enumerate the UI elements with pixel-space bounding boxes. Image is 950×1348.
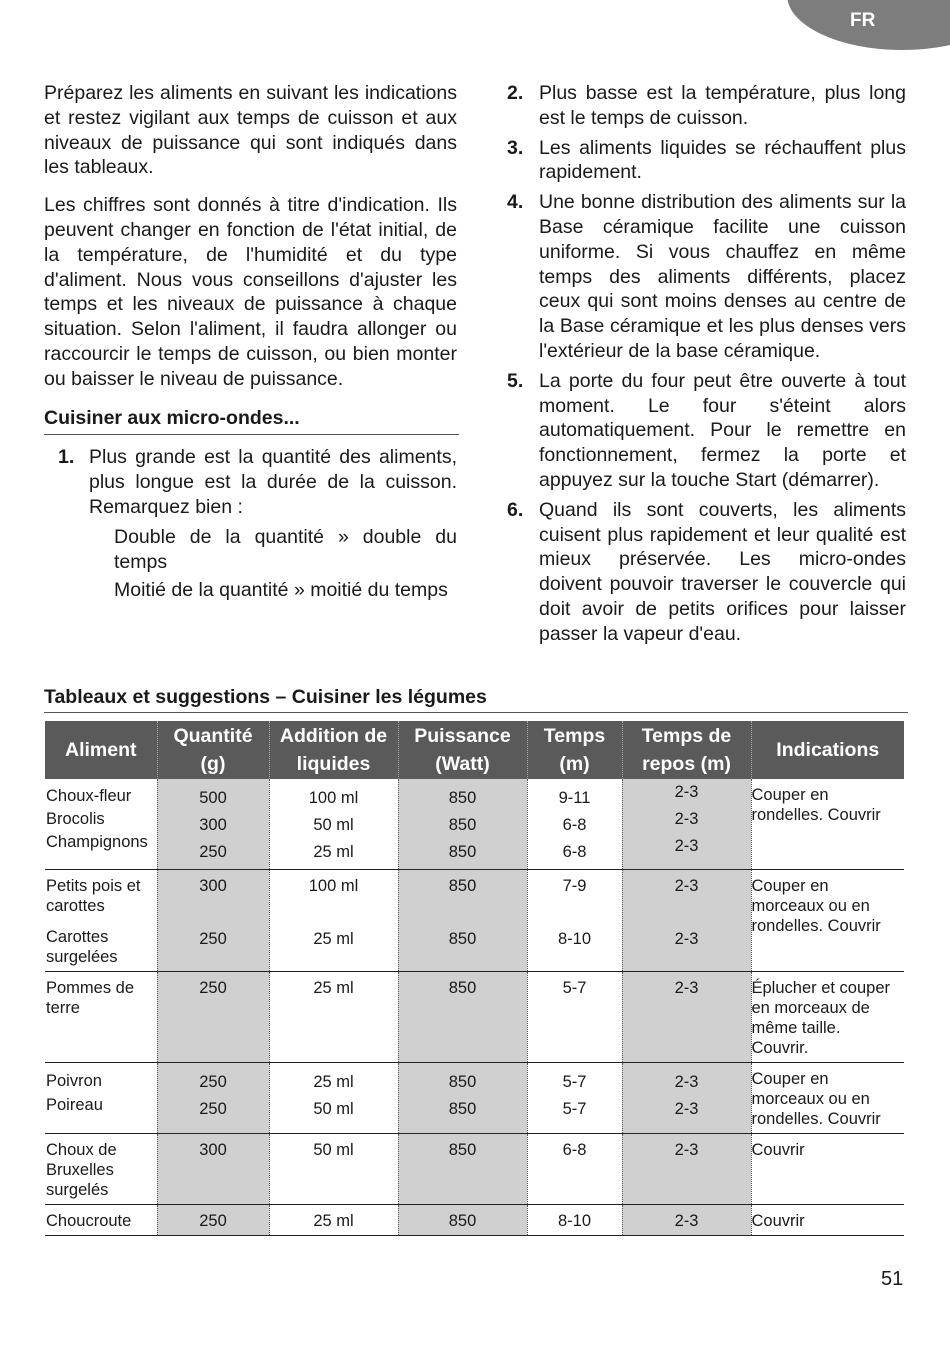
tip-text: Plus grande est la quantité des aliments, plus longue est la durée de la cuisson. Remarquez bien :	[89, 446, 457, 518]
cell-liquides	[269, 779, 398, 870]
cell-line: Poireau	[46, 1096, 103, 1114]
cell-repos: 2-3	[622, 1134, 751, 1205]
cell-line: Couper en	[751, 877, 829, 895]
cell-line: rondelles. Couvrir	[751, 806, 881, 824]
cell-line: Brocolis	[46, 810, 105, 828]
cell-aliment	[45, 972, 157, 1063]
cell-line: 500	[199, 789, 227, 807]
header-quantite	[157, 721, 269, 779]
cell-aliment	[45, 779, 157, 870]
header-line: (m)	[559, 753, 590, 775]
cell-temps	[527, 1063, 622, 1134]
tip-item-5	[507, 369, 906, 493]
cell-line: Champignons	[46, 833, 148, 851]
cell-quantite	[157, 1063, 269, 1134]
header-repos	[622, 721, 751, 779]
table-row	[45, 1063, 904, 1134]
cell-line: 8-10	[557, 930, 592, 948]
cell-puissance	[398, 779, 527, 870]
left-column	[44, 81, 457, 607]
header-line: (Watt)	[435, 753, 490, 775]
tip-text: Plus basse est la température, plus long est le temps de cuisson.	[539, 82, 906, 129]
table-row	[45, 779, 904, 870]
cell-puissance: 850	[398, 1134, 527, 1205]
tip-item-4	[507, 190, 906, 364]
cell-line: 2-3	[674, 837, 699, 855]
cell-liquides	[269, 1063, 398, 1134]
tip-number: 2.	[507, 82, 524, 104]
indication-paragraph: Les chiffres sont donnés à titre d'indication. Ils peuvent changer en fonction de l'état initial, de la température, de l'humidité et du type d'aliment. Nous vous conseillons d'ajuster les temps et les niveaux de puissance à chaque situation. Selon l'aliment, il faudra allonger ou raccourcir le temps de cuisson, ou bien monter ou baisser le niveau de puissance.	[44, 194, 457, 390]
tip-subnote-double: Double de la quantité » double du temps	[114, 525, 457, 573]
cell-indications	[751, 1063, 904, 1134]
header-puissance	[398, 721, 527, 779]
cell-quantite: 250	[157, 1205, 269, 1236]
cell-line: 850	[448, 877, 477, 895]
cell-line: 850	[448, 930, 477, 948]
cell-line: 25 ml	[313, 1073, 354, 1091]
tips-list-left	[44, 445, 457, 519]
cell-aliment: Choucroute	[45, 1205, 157, 1236]
cell-line: Couper en	[751, 786, 829, 804]
cell-line: 9-11	[558, 789, 591, 807]
header-line: repos (m)	[642, 753, 731, 775]
cell-line: Éplucher et couper	[751, 979, 891, 997]
header-line: (g)	[200, 753, 226, 775]
cell-line: même taille.	[751, 1019, 841, 1037]
cell-repos	[622, 870, 751, 972]
tip-number: 1.	[58, 446, 75, 469]
tip-item-3	[507, 136, 906, 186]
tip-number: 5.	[507, 369, 524, 392]
cell-line: 250	[199, 930, 227, 948]
cell-quantite	[157, 870, 269, 972]
cell-line: 25 ml	[313, 930, 354, 948]
tips-list-right	[507, 81, 906, 647]
cell-line: 100 ml	[308, 877, 359, 895]
cell-line: 2-3	[674, 783, 699, 801]
tip-item-6	[507, 498, 906, 647]
cell-repos: 2-3	[622, 1205, 751, 1236]
cell-line: 850	[448, 816, 477, 834]
header-line: Puissance	[414, 725, 511, 747]
cell-line: 300	[199, 816, 227, 834]
cell-aliment	[45, 1134, 157, 1205]
cell-line: 850	[448, 843, 477, 861]
header-addition	[269, 721, 398, 779]
cell-temps: 6-8	[527, 1134, 622, 1205]
cell-line: Pommes de	[46, 979, 135, 997]
cell-line: 300	[199, 877, 227, 895]
cell-aliment	[45, 870, 157, 972]
cell-puissance: 850	[398, 1205, 527, 1236]
right-column	[507, 81, 906, 652]
table-header-row	[45, 721, 904, 779]
cell-indications: Couvrir	[751, 1205, 904, 1236]
cell-puissance: 850	[398, 972, 527, 1063]
cell-line: carottes	[46, 897, 105, 915]
cell-line: 5-7	[562, 1100, 587, 1118]
table-row	[45, 1134, 904, 1205]
cell-line: Couper en	[751, 1070, 829, 1088]
cell-line: Choux-fleur	[46, 787, 132, 805]
cell-indications	[751, 870, 904, 972]
cell-line: rondelles. Couvrir	[751, 917, 881, 935]
cell-repos	[622, 1063, 751, 1134]
cell-liquides: 25 ml	[269, 1205, 398, 1236]
cell-line: surgelés	[46, 1181, 109, 1199]
cell-line: 50 ml	[313, 816, 354, 834]
cell-line: Petits pois et	[46, 877, 141, 895]
cell-line: 2-3	[674, 1073, 699, 1091]
table-title: Tableaux et suggestions – Cuisiner les légumes	[44, 686, 908, 713]
cell-line: morceaux ou en	[751, 897, 870, 915]
section-heading: Cuisiner aux micro-ondes...	[44, 406, 459, 436]
table-row	[45, 870, 904, 972]
header-line: Addition de	[279, 725, 388, 747]
cell-temps	[527, 779, 622, 870]
intro-paragraph: Préparez les aliments en suivant les indications et restez vigilant aux temps de cuisson et aux niveaux de puissance qui sont indiqués dans les tableaux.	[44, 82, 457, 179]
cell-line: terre	[46, 999, 80, 1017]
cell-line: 250	[199, 1073, 227, 1091]
cell-line: 100 ml	[308, 789, 359, 807]
cell-quantite	[157, 779, 269, 870]
cell-liquides	[269, 870, 398, 972]
cell-line: Choux de	[46, 1141, 117, 1159]
cell-indications: Couvrir	[751, 1134, 904, 1205]
cell-repos: 2-3	[622, 972, 751, 1063]
header-line: liquides	[296, 753, 371, 775]
header-line: Temps	[543, 725, 606, 747]
language-label: FR	[850, 10, 876, 31]
tip-item-2	[507, 81, 906, 131]
cell-line: Bruxelles	[46, 1161, 114, 1179]
header-indications: Indications	[751, 721, 904, 779]
tip-text: La porte du four peut être ouverte à tout moment. Le four s'éteint alors automatiquement. Pour le remettre en fonctionnement, fermez la porte et appuyez sur la touche Start (démarrer).	[539, 369, 906, 491]
cell-line: 6-8	[562, 816, 587, 834]
cell-line: 850	[448, 1073, 477, 1091]
cell-puissance	[398, 870, 527, 972]
page-number: 51	[881, 1268, 904, 1290]
tip-text: Les aliments liquides se réchauffent plus rapidement.	[539, 136, 906, 184]
cell-line: 6-8	[562, 843, 587, 861]
cell-line: 2-3	[674, 930, 699, 948]
table-row	[45, 1205, 904, 1236]
cell-line: Couvrir.	[751, 1039, 809, 1057]
cell-temps: 5-7	[527, 972, 622, 1063]
table-row	[45, 972, 904, 1063]
cell-liquides: 50 ml	[269, 1134, 398, 1205]
cell-line: rondelles. Couvrir	[751, 1110, 881, 1128]
cell-line: 2-3	[674, 810, 699, 828]
cell-indications	[751, 779, 904, 870]
cell-line: 2-3	[674, 1100, 699, 1118]
cell-indications	[751, 972, 904, 1063]
cell-line: Poivron	[46, 1072, 102, 1090]
tip-number: 6.	[507, 498, 524, 521]
cell-liquides: 25 ml	[269, 972, 398, 1063]
cell-line: 250	[199, 1100, 227, 1118]
tip-item-1	[44, 445, 457, 519]
tip-number: 3.	[507, 136, 524, 159]
cell-line: surgelées	[46, 948, 118, 966]
cell-quantite: 300	[157, 1134, 269, 1205]
cell-line: 850	[448, 789, 477, 807]
cell-aliment	[45, 1063, 157, 1134]
cell-line: 2-3	[674, 877, 699, 895]
tip-text: Quand ils sont couverts, les aliments cuisent plus rapidement et leur qualité est mieux préservée. Les micro-ondes doivent pouvoir traverser le couvercle qui doit avoir de petits orifices pour laisser passer la vapeur d'eau.	[539, 498, 906, 645]
header-line: Temps de	[641, 725, 732, 747]
cell-line: 50 ml	[313, 1100, 354, 1118]
cell-line: 7-9	[562, 877, 587, 895]
cell-line: Carottes	[46, 928, 109, 946]
vegetables-table	[45, 721, 904, 1236]
tip-number: 4.	[507, 191, 524, 214]
header-aliment: Aliment	[45, 721, 157, 779]
cell-puissance	[398, 1063, 527, 1134]
cell-line: 250	[199, 843, 227, 861]
cell-line: 850	[448, 1100, 477, 1118]
cell-quantite: 250	[157, 972, 269, 1063]
cell-temps	[527, 870, 622, 972]
cell-repos	[622, 779, 751, 870]
language-tab	[787, 0, 950, 50]
header-line: Quantité	[173, 725, 253, 747]
header-temps	[527, 721, 622, 779]
cell-line: 5-7	[562, 1073, 587, 1091]
cell-line: morceaux ou en	[751, 1090, 870, 1108]
cell-line: en morceaux de	[751, 999, 870, 1017]
cell-temps: 8-10	[527, 1205, 622, 1236]
cell-line: 25 ml	[313, 843, 354, 861]
tip-subnote-half: Moitié de la quantité » moitié du temps	[114, 579, 448, 602]
tip-text: Une bonne distribution des aliments sur la Base céramique facilite une cuisson uniforme. Si vous chauffez en même temps des aliments différents, placez ceux qui sont moins denses au centre de la Base céramique et les plus denses vers l'extérieur de la base céramique.	[539, 191, 906, 362]
